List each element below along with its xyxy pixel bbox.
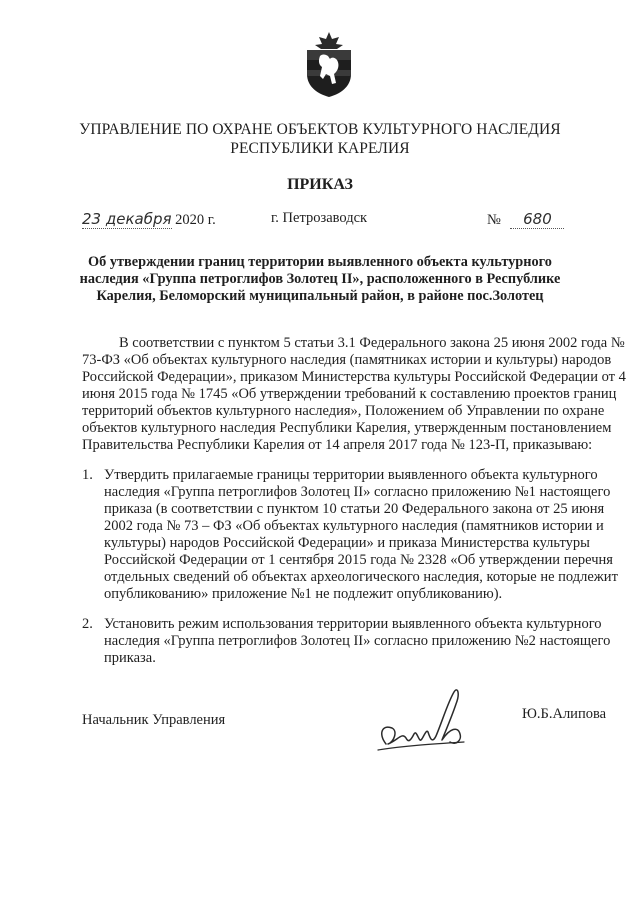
item-1-line: Российской Федерации от 1 сентября 2015 года № 2328 «Об утверждении перечня	[104, 552, 613, 568]
preamble-line: В соответствии с пунктом 5 статьи 3.1 Федерального закона 25 июня 2002 года №	[119, 335, 625, 351]
signatory-position: Начальник Управления	[82, 712, 226, 728]
document-type-title: ПРИКАЗ	[287, 176, 353, 193]
handwritten-signature	[372, 682, 484, 758]
signatory-name: Ю.Б.Алипова	[522, 706, 607, 722]
handwritten-number: 680	[510, 210, 564, 229]
agency-name-line-2: РЕСПУБЛИКИ КАРЕЛИЯ	[230, 140, 410, 157]
subject-line-1: Об утверждении границ территории выявленного объекта культурного	[88, 254, 552, 270]
number-prefix: №	[487, 212, 501, 228]
subject-line-3: Карелия, Беломорский муниципальный район, в районе пос.Золотец	[96, 288, 544, 304]
preamble-line: 73-ФЗ «Об объектах культурного наследия (памятниках истории и культуры) народов	[82, 352, 612, 368]
item-2-line: наследия «Группа петроглифов Золотец II» согласно приложению №2 настоящего	[104, 633, 611, 649]
coat-of-arms-emblem	[303, 30, 355, 98]
preamble-line: Российской Федерации», приказом Министерства культуры Российской Федерации от 4	[82, 369, 626, 385]
handwritten-date: 23 декабря	[82, 210, 172, 228]
agency-name-line-1: УПРАВЛЕНИЕ ПО ОХРАНЕ ОБЪЕКТОВ КУЛЬТУРНОГО НАСЛЕДИЯ	[79, 121, 561, 138]
item-1-line: отдельных сведений об объектах археологического наследия, которые не подлежит	[104, 569, 618, 585]
subject-line-2: наследия «Группа петроглифов Золотец II», расположенного в Республике	[79, 271, 561, 287]
preamble-line: территорий объектов культурного наследия», Положением об Управлении по охране	[82, 403, 605, 419]
order-number	[487, 210, 564, 229]
preamble-line: объектов культурного наследия Республики Карелия, утвержденным постановлением	[82, 420, 612, 436]
item-1-line: Утвердить прилагаемые границы территории выявленного объекта культурного	[104, 467, 598, 483]
order-city: г. Петрозаводск	[271, 210, 368, 226]
item-1-line: опубликованию» приложение №1 не подлежит опубликованию).	[104, 586, 503, 602]
item-1-line: культуры) народов Российской Федерации» и приказа Министерства культуры	[104, 535, 590, 551]
item-1-line: наследия «Группа петроглифов Золотец II» согласно приложению №1 настоящего	[104, 484, 611, 500]
item-2-line: Установить режим использования территории выявленного объекта культурного	[104, 616, 602, 632]
date-year: 2020 г.	[175, 212, 216, 228]
item-2-line: приказа.	[104, 650, 156, 666]
item-1-line: приказа (в соответствии с пунктом 10 статьи 20 Федерального закона от 25 июня	[104, 501, 605, 517]
preamble-line: Правительства Республики Карелия от 14 апреля 2017 года № 123-П, приказываю:	[82, 437, 593, 453]
preamble-line: июня 2015 года № 1745 «Об утверждении требований к составлению проектов границ	[82, 386, 617, 402]
item-2-number: 2.	[82, 616, 93, 632]
item-1-line: 2002 года № 73 – ФЗ «Об объектах культурного наследия (памятников истории и	[104, 518, 604, 534]
order-date	[82, 210, 216, 229]
item-1-number: 1.	[82, 467, 93, 483]
